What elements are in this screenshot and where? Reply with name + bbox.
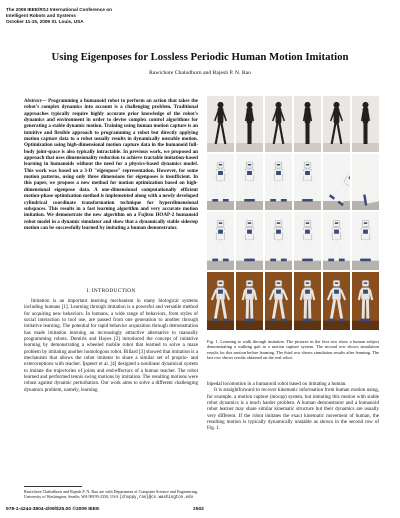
figure-frame: [294, 212, 321, 270]
figure-frame: [265, 212, 292, 270]
frame-image: [323, 96, 350, 152]
frame-image: [294, 272, 321, 330]
frame-image: [236, 154, 263, 210]
figure-frame: [207, 96, 234, 152]
abstract: [24, 98, 198, 231]
footnote-rule: [24, 486, 82, 487]
figure-row-sim-before: [207, 154, 379, 210]
frame-image: [207, 272, 234, 330]
figure-1: [207, 96, 379, 330]
frame-image: [236, 272, 263, 330]
figure-caption: Fig. 1. Learning to walk through imitation. The pictures in the first row show a human subject demonstrating a walking gait in a motion capture system. The second row shows simulation results for this motion before learning. The third row shows simulation results after learning. The last row shows results obtained on the real robot.: [207, 339, 379, 361]
frame-image: [265, 212, 292, 270]
figure-frame: [236, 96, 263, 152]
figure-frame: [236, 212, 263, 270]
conference-line-2: Intelligent Robots and Systems: [6, 13, 76, 19]
frame-image: [323, 154, 350, 210]
figure-frame: [207, 212, 234, 270]
figure-frame: [294, 272, 321, 330]
figure-frame: [352, 272, 379, 330]
intro-paragraph: Imitation is an important learning mechanism in many biological systems including humans [1]. Learning through imitation is a powerful and versatile method for acquiring new behaviors. In humans, a wide range of behaviors, from styles of social interaction to tool use, are passed from one generation to another through imitative learning. The potential for rapid behavior acquisition through demonstration has made imitation learning an increasingly attractive alternative to manually programming robots. Demiris and Hayes [2] introduced the concept of imitative learning by demonstrating a wheeled mobile robot that learned to solve a maze problem by imitating another homologous robot. Billard [3] showed that imitation is a mechanism that allows the robot imitator to share a similar set of proprio- and exteroceptions with teacher. Ijspeert et al. [4] designed a nonlinear dynamical system to imitate the trajectories of joints and end-effectors of a human teacher. The robot learned and performed tennis swing motions by imitation. The resulting motions were robust against dynamic perturbation. Our work aims to solve a different challenging dynamics problem, namely, learning: [24, 298, 198, 393]
frame-image: [323, 212, 350, 270]
right-paragraph: It is straightforward to recover kinematic information from human motion using, for example, a motion capture (mocap) system, but imitating this motion with stable robot dynamics is a much harder problem. A human demonstrator and a humanoid robot learner may share similar kinematic structure but their dynamics are usually very different. If the robot imitates the exact kinematic movement of human, the resulting motion is typically dynamically unstable as shown in the second row of Fig. 1.: [207, 387, 379, 432]
page-number: 2502: [193, 507, 204, 512]
conference-line-1: The 2009 IEEE/RSJ International Conference on: [6, 7, 113, 12]
right-paragraph: bipedal locomotion in a humanoid robot based on imitating a human.: [207, 381, 347, 387]
figure-row-sim-after: [207, 212, 379, 270]
figure-frame: [236, 154, 263, 210]
introduction-body: [24, 298, 198, 393]
paper-title: Using Eigenposes for Lossless Periodic Human Motion Imitation: [51, 51, 349, 63]
frame-image: [352, 96, 379, 152]
frame-image: [207, 212, 234, 270]
frame-image: [236, 212, 263, 270]
figure-frame: [265, 154, 292, 210]
figure-frame: [323, 272, 350, 330]
figure-row-real-robot: [207, 272, 379, 330]
footnote-email: {choppy,rao}@cs.washington.edu: [119, 496, 193, 501]
frame-image: [265, 154, 292, 210]
frame-image: [352, 212, 379, 270]
figure-frame: [294, 154, 321, 210]
figure-frame: [323, 154, 350, 210]
abstract-label: Abstract: [24, 98, 42, 104]
frame-image: [352, 154, 379, 210]
figure-frame: [352, 96, 379, 152]
footnote-text: Rawichote Chalodhorn and Rajesh P. N. Rao are with Department of Computer Science and Engineering, University of Washington, Seattle, WA 98195-2350, USA: [24, 489, 198, 500]
figure-frame: [352, 212, 379, 270]
figure-row-mocap: [207, 96, 379, 152]
frame-image: [207, 154, 234, 210]
figure-frame: [265, 272, 292, 330]
figure-frame: [323, 212, 350, 270]
frame-image: [236, 96, 263, 152]
isbn-line: 978-1-4244-3804-4/09/$25.00 ©2009 IEEE: [6, 507, 100, 512]
figure-frame: [207, 272, 234, 330]
figure-frame: [294, 96, 321, 152]
frame-image: [207, 96, 234, 152]
right-column-body: [207, 381, 379, 432]
figure-frame: [207, 154, 234, 210]
frame-image: [294, 96, 321, 152]
frame-image: [265, 96, 292, 152]
figure-frame: [265, 96, 292, 152]
conference-line-3: October 11-15, 2009 St. Louis, USA: [6, 19, 84, 25]
figure-frame: [236, 272, 263, 330]
abstract-text: — Programming a humanoid robot to perform an action that takes the robot's complex dynamics into account is a challenging problem. Traditional approaches typically require highly accurate prior knowledge of the robot's dynamics and environment in order to devise complex control algorithms for generating a stable dynamic motion. Training using human motion capture is an intuitive and flexible approach to programming a robot but directly applying motion capture data to a robot usually results in dynamically unstable motion. Optimization using high-dimensional motion capture data in the humanoid full-body joint-space is also typically intractable. In previous work, we proposed an approach that uses dimensionality reduction to achieve tractable imitation-based learning in humanoids without the need for a physics-based dynamics model. This work was based on a 3-D "eigenpose" representation. However, for some motion patterns, using only three dimensions for eigenposes is insufficient. In this paper, we propose a new method for motion optimization based on high-dimensional eigenpose data. A one-dimensional computationally efficient motion-phase optimization method is implemented along with a newly developed cylindrical coordinate transformation technique for hyperdimensional subspaces. This results in a fast learning algorithm and very accurate motion imitation. We demonstrate the new algorithm on a Fujitsu HOAP-2 humanoid robot model in a dynamic simulator and show that a dynamically stable sidestep motion can be successfully learned by imitating a human demonstrator.: [24, 98, 198, 231]
paper-authors: Rawichote Chalodhorn and Rajesh P. N. Rao: [148, 70, 252, 76]
frame-image: [294, 212, 321, 270]
author-footnote: [24, 489, 198, 501]
frame-image: [323, 272, 350, 330]
figure-frame: [352, 154, 379, 210]
figure-frame: [323, 96, 350, 152]
section-heading: I. INTRODUCTION: [86, 288, 136, 294]
frame-image: [352, 272, 379, 330]
conference-header: [6, 7, 112, 26]
frame-image: [294, 154, 321, 210]
frame-image: [265, 272, 292, 330]
